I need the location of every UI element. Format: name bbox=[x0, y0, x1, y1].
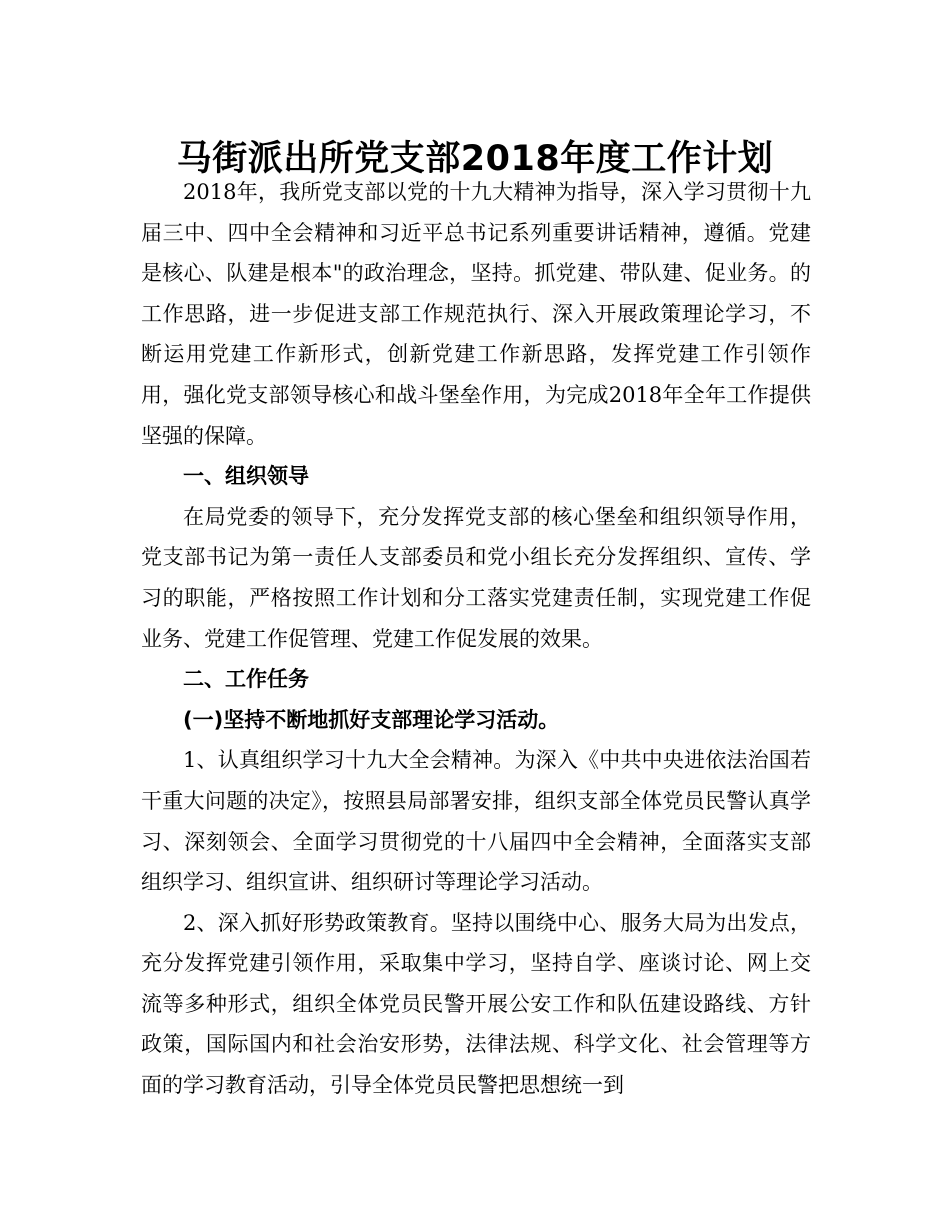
task-item-1: 1、认真组织学习十九大全会精神。为深入《中共中央进依法治国若干重大问题的决定》，按照县局部署安排，组织支部全体党员民警认真学习、深刻领会、全面学习贯彻党的十八届四中全会精神，全面落实支部组织学习、组织宣讲、组织研讨等理论学习活动。 bbox=[141, 748, 811, 895]
subsection-heading-theory-study: (一)坚持不断地抓好支部理论学习活动。 bbox=[183, 707, 560, 732]
document-body bbox=[141, 172, 811, 1106]
document-title: 马街派出所党支部2018年度工作计划 bbox=[176, 139, 774, 180]
task-item-2: 2、深入抓好形势政策教育。坚持以围绕中心、服务大局为出发点，充分发挥党建引领作用，采取集中学习，坚持自学、座谈讨论、网上交流等多种形式，组织全体党员民警开展公安工作和队伍建设路线、方针政策，国际国内和社会治安形势，法律法规、科学文化、社会管理等方面的学习教育活动，引导全体党员民警把思想统一到 bbox=[141, 910, 811, 1098]
section-heading-organization: 一、组织领导 bbox=[183, 464, 309, 489]
intro-paragraph: 2018年，我所党支部以党的十九大精神为指导，深入学习贯彻十九届三中、四中全会精神和习近平总书记系列重要讲话精神，遵循。党建是核心、队建是根本"的政治理念，坚持。抓党建、带队建、促业务。的工作思路，进一步促进支部工作规范执行、深入开展政策理论学习，不断运用党建工作新形式，创新党建工作新思路，发挥党建工作引领作用，强化党支部领导核心和战斗堡垒作用，为完成2018年全年工作提供坚强的保障。 bbox=[141, 180, 811, 448]
organization-paragraph: 在局党委的领导下，充分发挥党支部的核心堡垒和组织领导作用，党支部书记为第一责任人支部委员和党小组长充分发挥组织、宣传、学习的职能，严格按照工作计划和分工落实党建责任制，实现党建工作促业务、党建工作促管理、党建工作促发展的效果。 bbox=[141, 504, 811, 651]
section-heading-tasks: 二、工作任务 bbox=[183, 667, 309, 692]
